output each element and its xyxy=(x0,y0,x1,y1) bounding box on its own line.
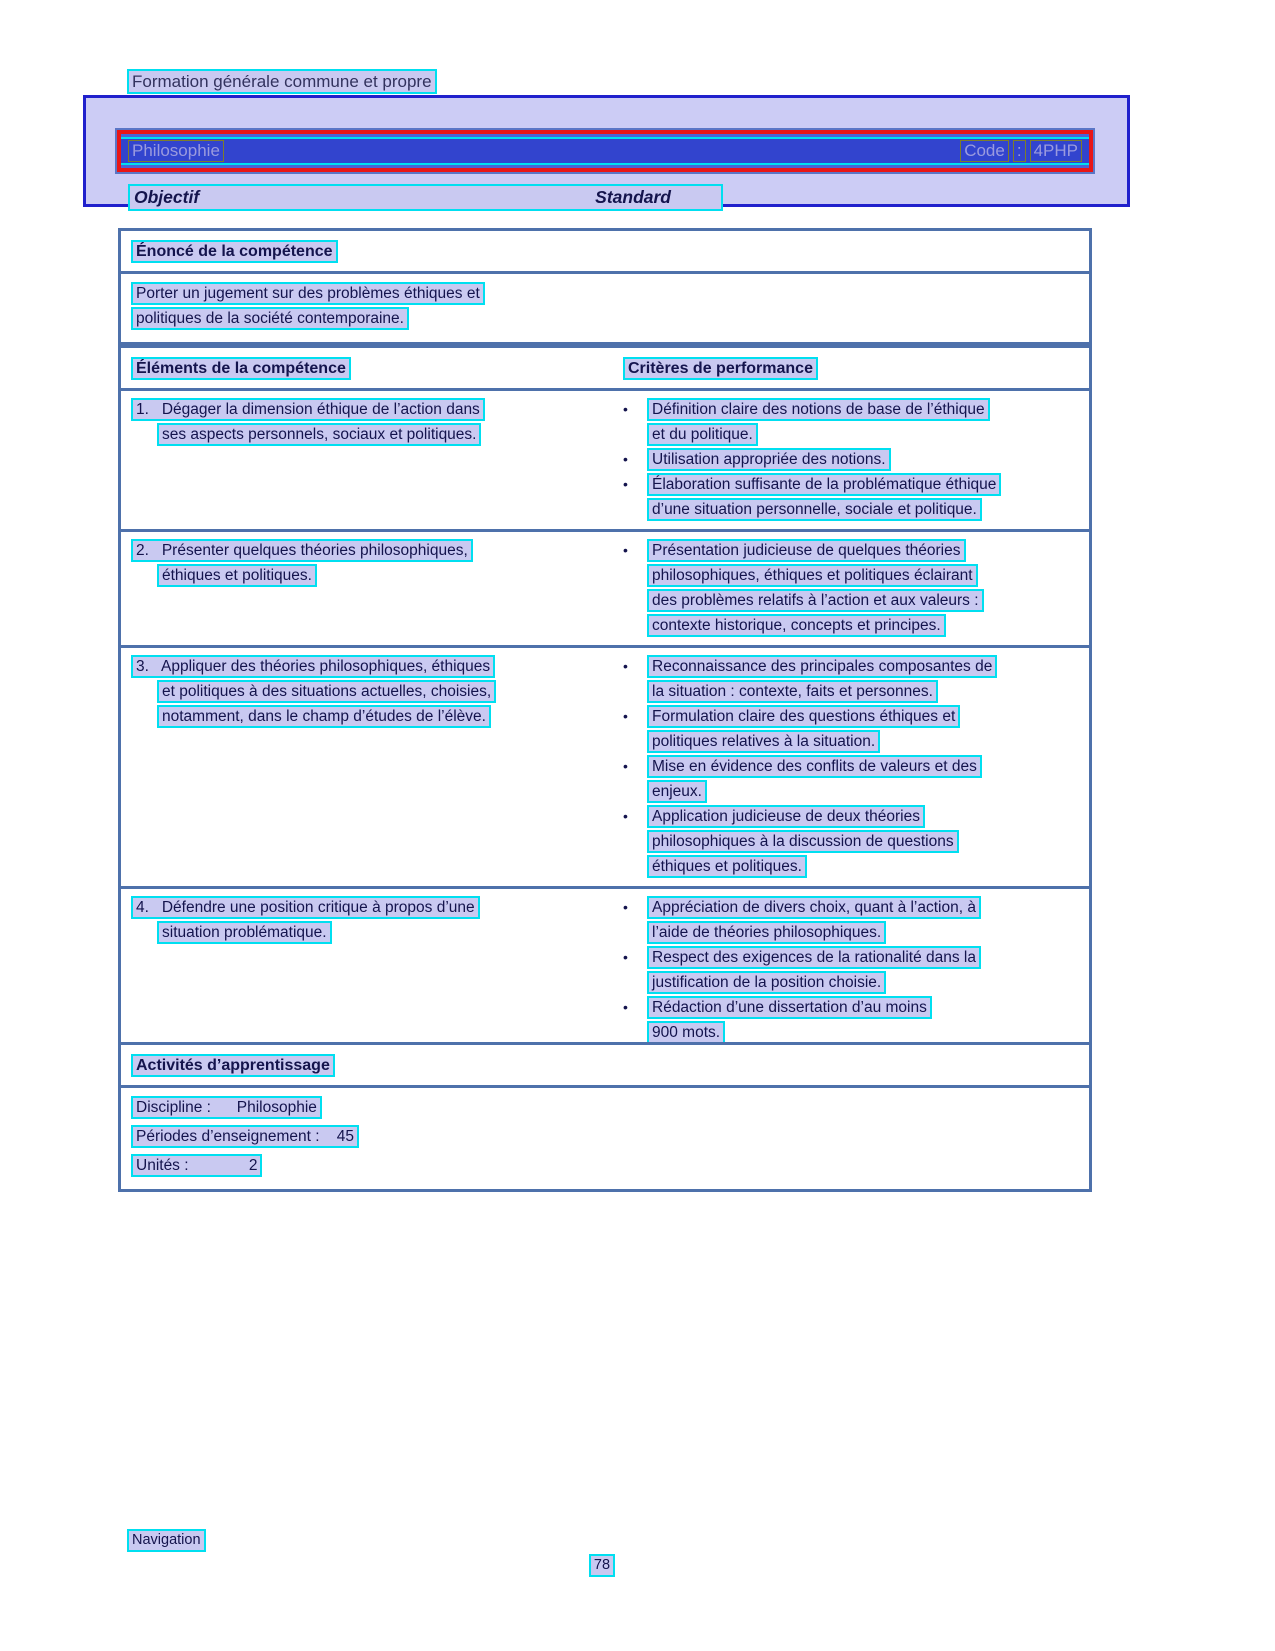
critere-line: Présentation judicieuse de quelques théories xyxy=(647,539,966,562)
critere-line: 900 mots. xyxy=(647,1021,725,1044)
activites-body xyxy=(121,1088,1089,1189)
critere-line: Respect des exigences de la rationalité dans la xyxy=(647,946,981,969)
section-label xyxy=(127,69,437,96)
critere-line: contexte historique, concepts et principes. xyxy=(647,614,946,637)
course-banner-line xyxy=(121,137,1089,165)
competence-header-row xyxy=(121,348,1089,388)
bullet-icon: • xyxy=(623,758,628,774)
competence-table xyxy=(118,345,1092,1080)
activites-header xyxy=(121,1045,1089,1085)
unites-line: Unités : 2 xyxy=(131,1154,262,1177)
course-banner-red-frame xyxy=(117,130,1093,172)
table-row xyxy=(121,648,1089,886)
element-line: ses aspects personnels, sociaux et politiques. xyxy=(157,423,481,446)
critere-line: Formulation claire des questions éthiques et xyxy=(647,705,960,728)
bullet-icon: • xyxy=(623,476,628,492)
enonce-line: politiques de la société contemporaine. xyxy=(131,307,409,330)
criteres-cell xyxy=(623,539,1079,639)
critere-line: philosophiques, éthiques et politiques éclairant xyxy=(647,564,978,587)
critere-line: d’une situation personnelle, sociale et politique. xyxy=(647,498,982,521)
navigation-link[interactable] xyxy=(127,1529,206,1554)
header-box xyxy=(83,95,1130,207)
objectif-standard-bar xyxy=(128,184,723,211)
code-label: Code xyxy=(960,140,1009,162)
bullet-icon: • xyxy=(623,999,628,1015)
bullet-icon: • xyxy=(623,708,628,724)
element-line: 3. Appliquer des théories philosophiques, éthiques xyxy=(131,655,495,678)
bullet-icon: • xyxy=(623,542,628,558)
critere-line: Rédaction d’une dissertation d’au moins xyxy=(647,996,932,1019)
critere-line: Appréciation de divers choix, quant à l’action, à xyxy=(647,896,981,919)
criteres-header-cell xyxy=(623,357,1079,382)
critere-line: politiques relatives à la situation. xyxy=(647,730,880,753)
critere-line: Définition claire des notions de base de l’éthique xyxy=(647,398,990,421)
critere-item xyxy=(623,539,1079,639)
critere-item xyxy=(623,996,1079,1046)
periodes-line: Périodes d’enseignement : 45 xyxy=(131,1125,359,1148)
critere-line: enjeux. xyxy=(647,780,707,803)
criteres-cell xyxy=(623,398,1079,523)
critere-item xyxy=(623,805,1079,880)
critere-line: Reconnaissance des principales composantes de xyxy=(647,655,997,678)
critere-line: philosophiques à la discussion de questions xyxy=(647,830,959,853)
critere-line: des problèmes relatifs à l’action et aux valeurs : xyxy=(647,589,984,612)
code-separator: : xyxy=(1013,140,1026,162)
element-cell xyxy=(131,539,623,639)
table-row xyxy=(121,532,1089,645)
element-line: et politiques à des situations actuelles, choisies, xyxy=(157,680,496,703)
enonce-title: Énoncé de la compétence xyxy=(131,240,338,263)
critere-item xyxy=(623,946,1079,996)
element-line: 2. Présenter quelques théories philosophiques, xyxy=(131,539,473,562)
elements-header-cell xyxy=(131,357,623,382)
critere-item xyxy=(623,655,1079,705)
critere-line: l’aide de théories philosophiques. xyxy=(647,921,886,944)
enonce-table xyxy=(118,228,1092,345)
critere-item xyxy=(623,473,1079,523)
course-code-group xyxy=(960,140,1082,162)
page-number: 78 xyxy=(589,1554,615,1577)
critere-item xyxy=(623,705,1079,755)
table-row xyxy=(121,391,1089,529)
element-line: 1. Dégager la dimension éthique de l’action dans xyxy=(131,398,485,421)
criteres-cell xyxy=(623,655,1079,880)
critere-line: Application judicieuse de deux théories xyxy=(647,805,925,828)
critere-item xyxy=(623,398,1079,448)
enonce-line: Porter un jugement sur des problèmes éthiques et xyxy=(131,282,485,305)
critere-item xyxy=(623,448,1079,473)
standard-label: Standard xyxy=(595,187,672,207)
criteres-header: Critères de performance xyxy=(623,357,818,380)
critere-line: justification de la position choisie. xyxy=(647,971,886,994)
enonce-header xyxy=(121,231,1089,271)
critere-item xyxy=(623,896,1079,946)
objectif-label: Objectif xyxy=(134,187,200,207)
course-banner-band xyxy=(115,128,1095,174)
critere-line: la situation : contexte, faits et personnes. xyxy=(647,680,938,703)
bullet-icon: • xyxy=(623,451,628,467)
critere-line: Utilisation appropriée des notions. xyxy=(647,448,891,471)
critere-line: Mise en évidence des conflits de valeurs et des xyxy=(647,755,982,778)
bullet-icon: • xyxy=(623,401,628,417)
navigation-label[interactable]: Navigation xyxy=(127,1529,206,1552)
elements-header: Éléments de la compétence xyxy=(131,357,351,380)
critere-item xyxy=(623,755,1079,805)
element-cell xyxy=(131,398,623,523)
critere-line: éthiques et politiques. xyxy=(647,855,807,878)
discipline-line: Discipline : Philosophie xyxy=(131,1096,322,1119)
bullet-icon: • xyxy=(623,808,628,824)
element-line: situation problématique. xyxy=(157,921,332,944)
critere-line: et du politique. xyxy=(647,423,758,446)
page-number-container xyxy=(118,1554,1086,1579)
critere-line: Élaboration suffisante de la problématique éthique xyxy=(647,473,1001,496)
enonce-body xyxy=(121,274,1089,342)
bullet-icon: • xyxy=(623,899,628,915)
bullet-icon: • xyxy=(623,949,628,965)
section-label-text: Formation générale commune et propre xyxy=(127,69,437,94)
activites-table xyxy=(118,1042,1092,1192)
bullet-icon: • xyxy=(623,658,628,674)
element-line: éthiques et politiques. xyxy=(157,564,317,587)
element-line: 4. Défendre une position critique à propos d’une xyxy=(131,896,480,919)
element-cell xyxy=(131,655,623,880)
code-value: 4PHP xyxy=(1030,140,1082,162)
activites-title: Activités d’apprentissage xyxy=(131,1054,335,1077)
course-title: Philosophie xyxy=(128,140,224,162)
element-line: notamment, dans le champ d’études de l’élève. xyxy=(157,705,491,728)
